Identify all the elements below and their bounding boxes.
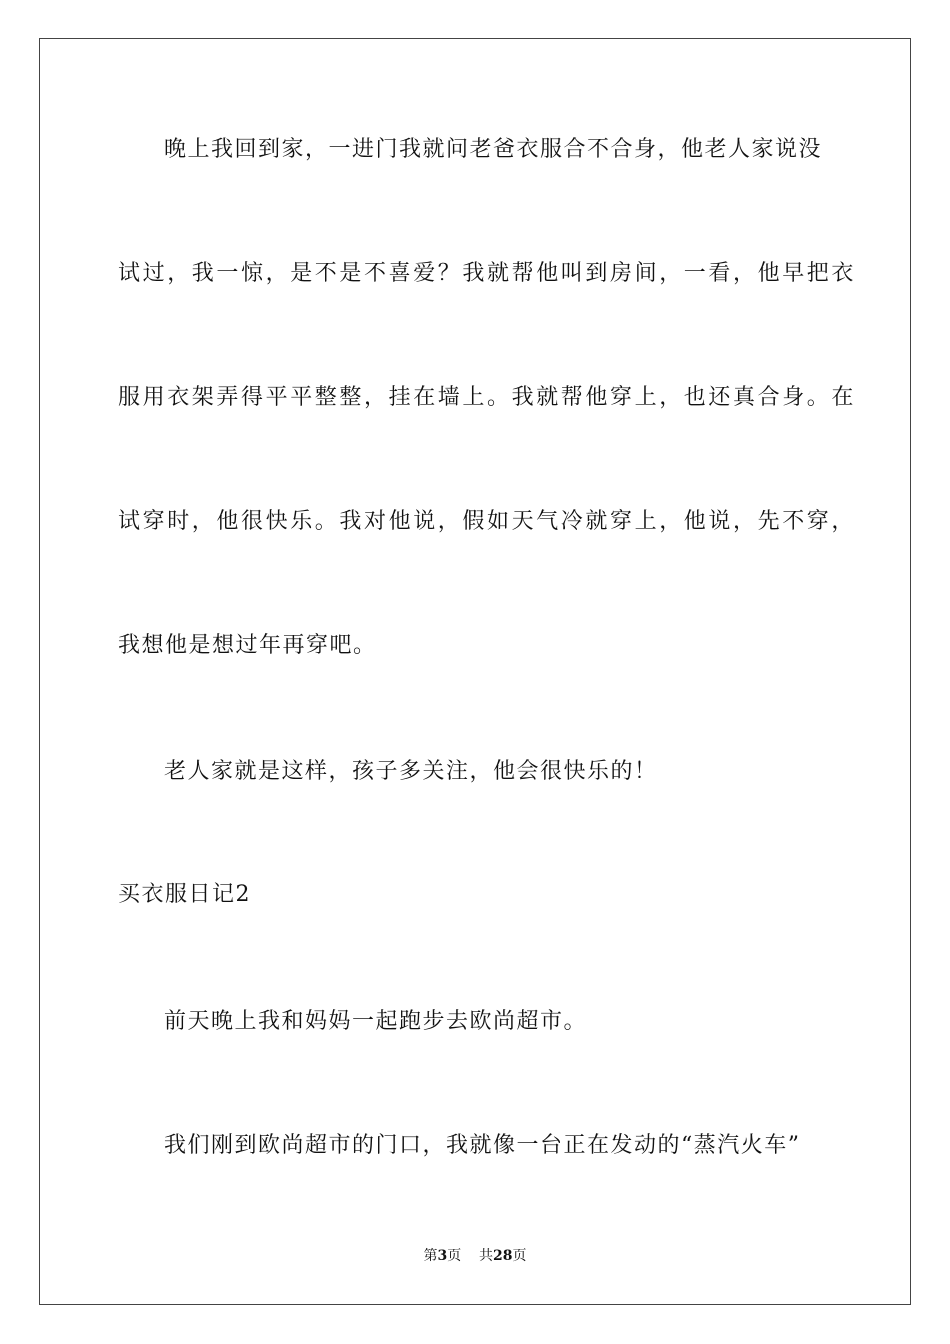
footer-page-prefix: 第 (423, 1248, 438, 1264)
footer-page-number: 3 (437, 1248, 448, 1264)
paragraph-line-2: 试过，我一惊，是不是不喜爱？我就帮他叫到房间，一看，他早把衣 (118, 261, 857, 286)
footer-page-suffix: 页 (447, 1248, 462, 1264)
paragraph-line-6: 老人家就是这样，孩子多关注，他会很快乐的！ (164, 759, 658, 784)
paragraph-line-7: 前天晚上我和妈妈一起跑步去欧尚超市。 (164, 1009, 588, 1034)
footer-total-number: 28 (493, 1248, 513, 1264)
page-footer (0, 1247, 950, 1265)
paragraph-line-5: 我想他是想过年再穿吧。 (118, 633, 377, 658)
paragraph-line-1: 晚上我回到家，一进门我就问老爸衣服合不合身，他老人家说没 (164, 137, 823, 162)
paragraph-line-8: 我们刚到欧尚超市的门口，我就像一台正在发动的“蒸汽火车” (164, 1133, 801, 1158)
footer-total-prefix: 共 (479, 1248, 494, 1264)
footer-total-suffix: 页 (512, 1248, 527, 1264)
paragraph-line-4: 试穿时，他很快乐。我对他说，假如天气冷就穿上，他说，先不穿， (118, 509, 857, 534)
paragraph-line-3: 服用衣架弄得平平整整，挂在墙上。我就帮他穿上，也还真合身。在 (118, 385, 857, 410)
section-heading: 买衣服日记2 (118, 882, 251, 907)
page-border (39, 38, 911, 1305)
